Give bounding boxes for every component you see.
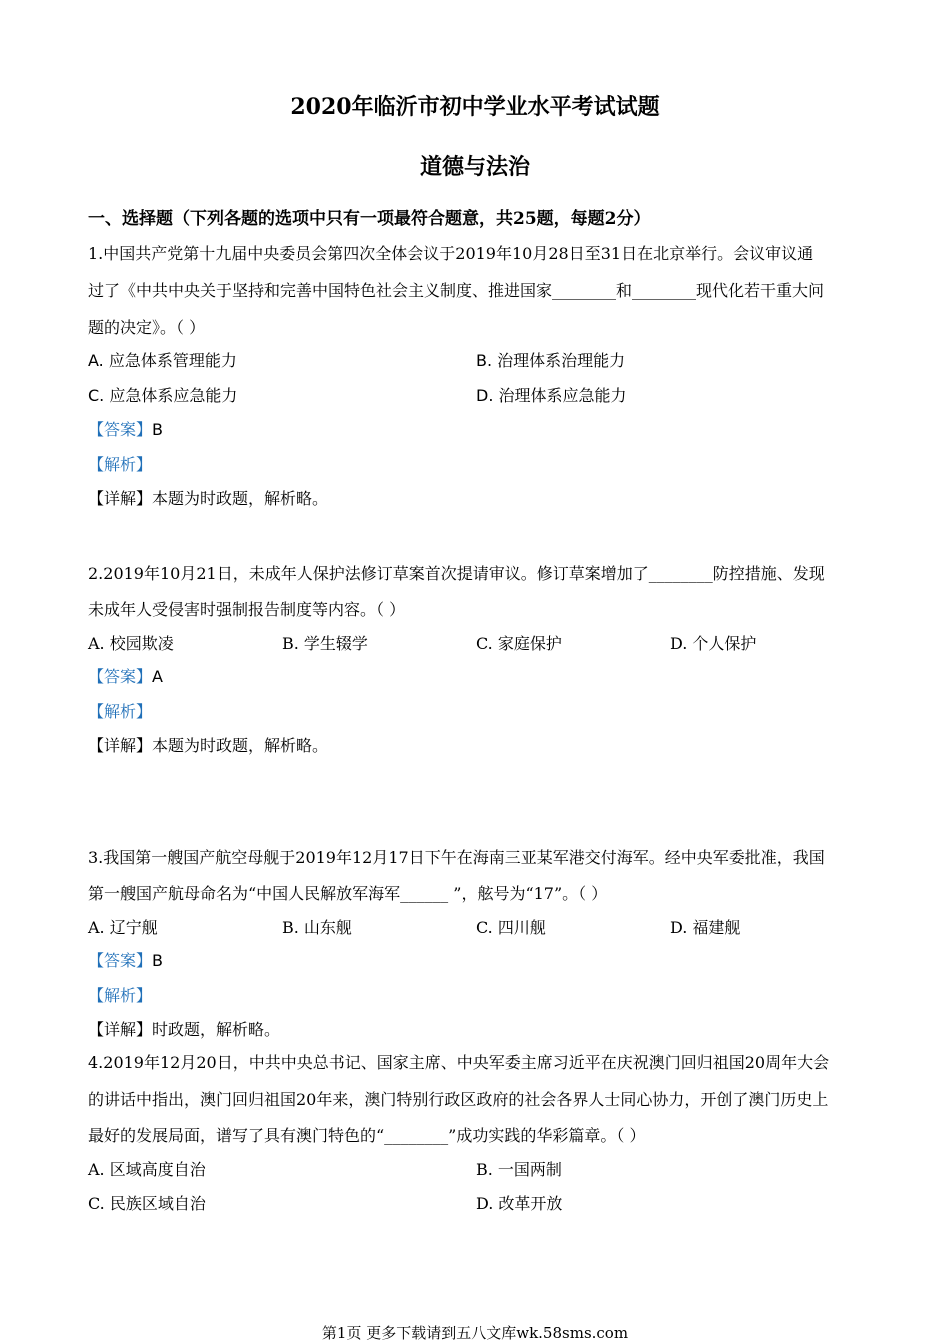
q1-analysis-label: 【解析】 — [88, 455, 153, 474]
q4-line-3: 最好的发展局面，谱写了具有澳门特色的“________”成功实践的华彩篇章。（ ） — [88, 1126, 646, 1145]
q2-option-c: C. 家庭保护 — [476, 634, 562, 653]
answer-value: B — [152, 951, 163, 970]
q2-detail: 【详解】本题为时政题，解析略。 — [88, 736, 329, 755]
page-footer: 第1页 更多下载请到五八文库wk.58sms.com — [321, 1324, 629, 1342]
q1-option-d: D. 治理体系应急能力 — [476, 386, 627, 405]
answer-value: A — [152, 667, 163, 686]
section-heading: 一、选择题（下列各题的选项中只有一项最符合题意，共25题，每题2分） — [88, 209, 651, 229]
q2-line-1: 2.2019年10月21日，未成年人保护法修订草案首次提请审议。修订草案增加了________防控措施、发现 — [88, 564, 825, 583]
answer-value: B — [152, 420, 163, 439]
q3-analysis-label: 【解析】 — [88, 986, 153, 1005]
q4-option-a: A. 区域高度自治 — [88, 1160, 206, 1179]
exam-title: 2020年临沂市初中学业水平考试试题 — [290, 94, 660, 120]
q4-option-c: C. 民族区域自治 — [88, 1194, 206, 1213]
q1-line-2: 过了《中共中央关于坚持和完善中国特色社会主义制度、推进国家________和________现代化若干重大问 — [88, 281, 825, 300]
q4-line-1: 4.2019年12月20日，中共中央总书记、国家主席、中央军委主席习近平在庆祝澳门回归祖国20周年大会 — [88, 1053, 830, 1072]
q3-option-b: B. 山东舰 — [282, 918, 352, 937]
q3-option-a: A. 辽宁舰 — [88, 918, 158, 937]
q2-option-b: B. 学生辍学 — [282, 634, 368, 653]
q1-option-a: A. 应急体系管理能力 — [88, 351, 237, 370]
answer-label: 【答案】 — [88, 951, 153, 970]
q2-option-d: D. 个人保护 — [670, 634, 757, 653]
q1-option-b: B. 治理体系治理能力 — [476, 351, 626, 370]
answer-label: 【答案】 — [88, 420, 153, 439]
q4-option-d: D. 改革开放 — [476, 1194, 563, 1213]
q3-line-1: 3.我国第一艘国产航空母舰于2019年12月17日下午在海南三亚某军港交付海军。经中央军委批准，我国 — [88, 848, 825, 867]
q3-detail: 【详解】时政题，解析略。 — [88, 1020, 281, 1039]
q1-option-c: C. 应急体系应急能力 — [88, 386, 238, 405]
q1-answer — [88, 417, 163, 440]
q1-line-3: 题的决定》。（ ） — [88, 318, 206, 337]
answer-label: 【答案】 — [88, 667, 153, 686]
q2-option-a: A. 校园欺凌 — [88, 634, 174, 653]
subject-title: 道德与法治 — [419, 154, 530, 180]
q3-option-c: C. 四川舰 — [476, 918, 546, 937]
q4-option-b: B. 一国两制 — [476, 1160, 562, 1179]
q3-answer — [88, 948, 163, 971]
q2-line-2: 未成年人受侵害时强制报告制度等内容。（ ） — [88, 600, 406, 619]
q2-answer — [88, 664, 163, 687]
q4-line-2: 的讲话中指出，澳门回归祖国20年来，澳门特别行政区政府的社会各界人士同心协力，开创了澳门历史上 — [88, 1090, 829, 1109]
q3-line-2: 第一艘国产航母命名为“中国人民解放军海军______ ”，舷号为“17”。（ ） — [88, 884, 608, 903]
q1-detail: 【详解】本题为时政题，解析略。 — [88, 489, 329, 508]
q2-analysis-label: 【解析】 — [88, 702, 153, 721]
q1-line-1: 1.中国共产党第十九届中央委员会第四次全体会议于2019年10月28日至31日在北京举行。会议审议通 — [88, 244, 814, 263]
q3-option-d: D. 福建舰 — [670, 918, 741, 937]
